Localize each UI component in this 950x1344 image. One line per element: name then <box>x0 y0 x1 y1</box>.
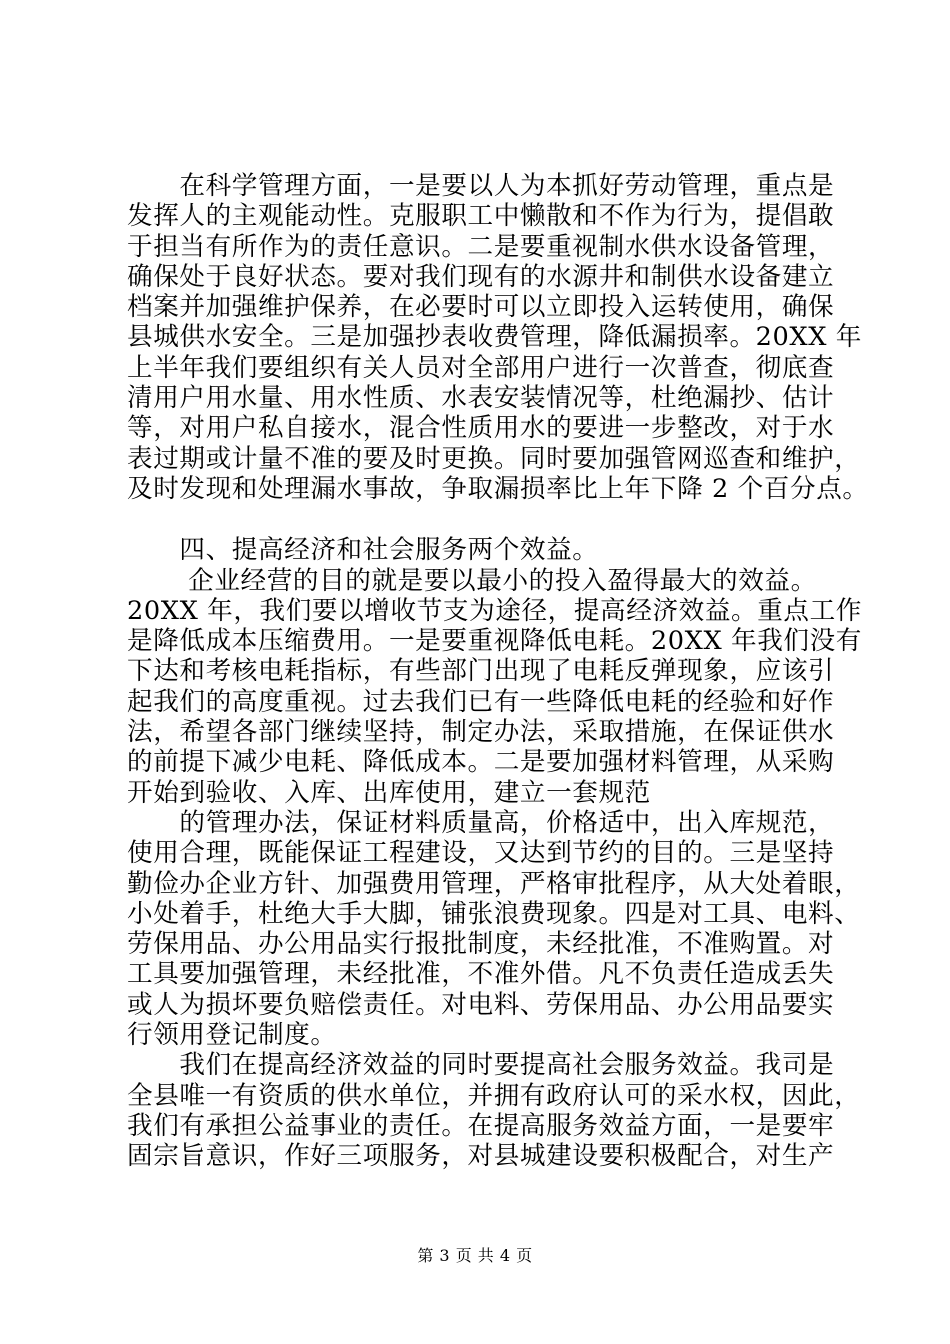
section-heading: 四、提高经济和社会服务两个效益。 <box>127 535 599 566</box>
text-line: 小处着手，杜绝大手大脚，铺张浪费现象。四是对工具、电料、 <box>127 898 861 929</box>
text-line: 清用户用水量、用水性质、水表安装情况等，杜绝漏抄、估计 <box>127 383 835 414</box>
text-line: 劳保用品、办公用品实行报批制度，未经批准，不准购置。对 <box>127 929 835 960</box>
text-line: 发挥人的主观能动性。克服职工中懒散和不作为行为，提倡敢 <box>127 201 835 232</box>
text-line: 企业经营的目的就是要以最小的投入盈得最大的效益。 <box>127 565 817 596</box>
text-line: 在科学管理方面，一是要以人为本抓好劳动管理，重点是 <box>127 171 835 201</box>
text-line: 表过期或计量不准的要及时更换。同时要加强管网巡查和维护， <box>127 443 861 474</box>
text-line: 县城供水安全。三是加强抄表收费管理，降低漏损率。20XX 年 <box>127 322 862 353</box>
page-number-footer: 第 3 页 共 4 页 <box>417 1246 533 1265</box>
text-line: 于担当有所作为的责任意识。二是要重视制水供水设备管理， <box>127 231 835 262</box>
text-line: 行领用登记制度。 <box>127 1020 337 1051</box>
text-line: 我们在提高经济效益的同时要提高社会服务效益。我司是 <box>127 1050 835 1081</box>
text-line: 我们有承担公益事业的责任。在提高服务效益方面，一是要牢 <box>127 1110 835 1141</box>
text-line: 工具要加强管理，未经批准，不准外借。凡不负责任造成丢失 <box>127 959 835 990</box>
text-line: 等，对用户私自接水，混合性质用水的要进一步整改，对于水 <box>127 413 835 444</box>
text-line: 确保处于良好状态。要对我们现有的水源井和制供水设备建立 <box>127 261 835 292</box>
text-line: 档案并加强维护保养，在必要时可以立即投入运转使用，确保 <box>127 292 835 323</box>
paragraph-block-2 <box>127 535 862 1172</box>
text-line: 勤俭办企业方针、加强费用管理，严格审批程序，从大处着眼， <box>127 868 861 899</box>
text-line: 是降低成本压缩费用。一是要重视降低电耗。20XX 年我们没有 <box>127 626 862 657</box>
text-line: 固宗旨意识，作好三项服务，对县城建设要积极配合，对生产 <box>127 1141 835 1172</box>
text-line: 法，希望各部门继续坚持，制定办法，采取措施，在保证供水 <box>127 717 835 748</box>
text-line: 全县唯一有资质的供水单位，并拥有政府认可的采水权，因此， <box>127 1080 861 1111</box>
text-line: 下达和考核电耗指标，有些部门出现了电耗反弹现象，应该引 <box>127 656 835 687</box>
text-line: 开始到验收、入库、出库使用，建立一套规范 <box>127 777 651 808</box>
text-line: 起我们的高度重视。过去我们已有一些降低电耗的经验和好作 <box>127 686 835 717</box>
text-line: 20XX 年，我们要以增收节支为途径，提高经济效益。重点工作 <box>127 595 862 626</box>
text-line: 及时发现和处理漏水事故，争取漏损率比上年下降 2 个百分点。 <box>127 473 869 504</box>
text-line: 使用合理，既能保证工程建设，又达到节约的目的。三是坚持 <box>127 838 835 869</box>
text-line: 的管理办法，保证材料质量高，价格适中，出入库规范， <box>127 807 835 838</box>
text-line: 上半年我们要组织有关人员对全部用户进行一次普查，彻底查 <box>127 352 835 383</box>
paragraph-block-1 <box>127 171 869 504</box>
text-line: 或人为损坏要负赔偿责任。对电料、劳保用品、办公用品要实 <box>127 989 835 1020</box>
text-line: 的前提下减少电耗、降低成本。二是要加强材料管理，从采购 <box>127 747 835 778</box>
document-body <box>127 171 869 1172</box>
paragraph-spacer <box>127 504 849 535</box>
